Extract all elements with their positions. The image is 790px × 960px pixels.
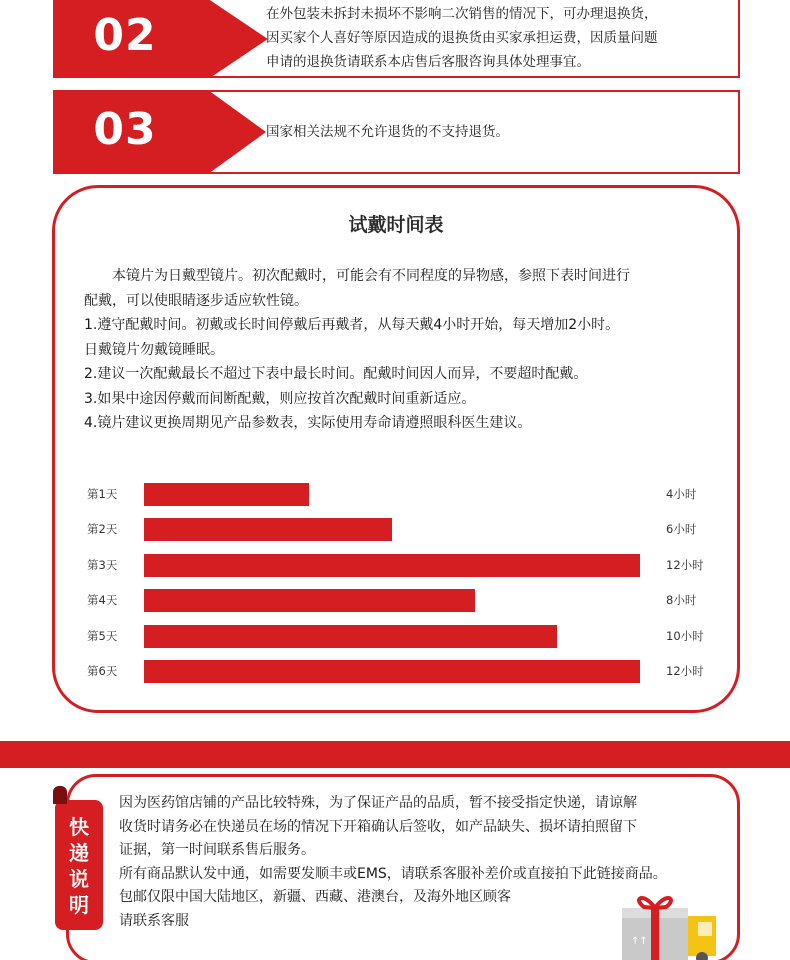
bar-value-label: 4小时 (666, 487, 697, 501)
bar (144, 554, 640, 577)
tab-fold (53, 786, 67, 804)
policy-text-02 (266, 2, 734, 74)
bar-category-label: 第2天 (87, 522, 118, 537)
intro-line: 配戴，可以使眼睛逐步适应软性镜。 (84, 292, 308, 309)
delivery-line: 收货时请务必在快递员在场的情况下开箱确认后签收，如产品缺失、损坏请拍照留下 (119, 818, 637, 835)
schedule-intro (84, 264, 709, 436)
bar (144, 660, 640, 683)
tab-char: 明 (69, 893, 89, 917)
bar-category-label: 第4天 (87, 593, 118, 608)
policy-line: 申请的退换货请联系本店售后客服咨询具体处理事宜。 (266, 54, 590, 70)
tab-char: 递 (69, 841, 89, 865)
policy-number: 03 (93, 104, 157, 155)
bar-value-label: 8小时 (666, 593, 697, 608)
policy-line: 因买家个人喜好等原因造成的退换货由买家承担运费，因质量问题 (266, 30, 658, 46)
bar (144, 483, 309, 506)
intro-line: 2.建议一次配戴最长不超过下表中最长时间。配戴时间因人而异，不要超时配戴。 (84, 366, 588, 382)
schedule-title: 试戴时间表 (348, 214, 444, 236)
bar-value-label: 10小时 (666, 628, 704, 643)
bar-category-label: 第6天 (87, 664, 118, 678)
tab-char: 快 (69, 815, 89, 839)
intro-line: 本镜片为日戴型镜片。初次配戴时，可能会有不同程度的异物感，参照下表时间进行 (112, 268, 630, 284)
intro-line: 1.遵守配戴时间。初戴或长时间停戴后再戴者，从每天戴4小时开始，每天增加2小时。 (84, 317, 620, 333)
bar-category-label: 第5天 (87, 628, 118, 643)
bar (144, 625, 557, 648)
intro-line: 4.镜片建议更换周期见产品参数表，实际使用寿命请遵照眼科医生建议。 (84, 415, 532, 431)
bar-value-label: 6小时 (666, 522, 697, 537)
policy-number: 02 (93, 10, 157, 61)
bar (144, 589, 475, 612)
delivery-tab-label (55, 814, 103, 918)
policy-line: 在外包装未拆封未损坏不影响二次销售的情况下，可办理退换货， (266, 6, 658, 22)
delivery-line: 所有商品默认发中通，如需要发顺丰或EMS，请联系客服补差价或直接拍下此链接商品。 (119, 865, 667, 882)
policy-row-02 (53, 0, 740, 78)
policy-text-03 (266, 120, 734, 144)
delivery-tab (55, 800, 103, 930)
delivery-line: 包邮仅限中国大陆地区，新疆、西藏、港澳台，及海外地区顾客 (119, 889, 511, 905)
delivery-line: 请联系客服 (119, 912, 189, 929)
gift-box-truck-icon (622, 888, 730, 960)
policy-line: 国家相关法规不允许退货的不支持退货。 (266, 124, 509, 140)
bar-value-label: 12小时 (666, 557, 704, 572)
policy-row-03 (53, 90, 740, 174)
delivery-line: 证据，第一时间联系售后服务。 (119, 842, 315, 858)
delivery-line: 因为医药馆店铺的产品比较特殊，为了保证产品的品质，暂不接受指定快递，请谅解 (119, 795, 637, 811)
intro-line: 3.如果中途因停戴而间断配戴，则应按首次配戴时间重新适应。 (84, 390, 476, 407)
bar-value-label: 12小时 (666, 664, 704, 678)
svg-text:↑↑: ↑↑ (631, 936, 648, 947)
tab-char: 说 (69, 867, 89, 891)
bar (144, 518, 392, 541)
bar-category-label: 第1天 (87, 487, 118, 501)
section-divider-band (0, 741, 790, 768)
intro-line: 日戴镜片勿戴镜睡眠。 (84, 341, 224, 358)
trial-schedule-panel (52, 185, 740, 713)
bar-category-label: 第3天 (87, 557, 118, 572)
